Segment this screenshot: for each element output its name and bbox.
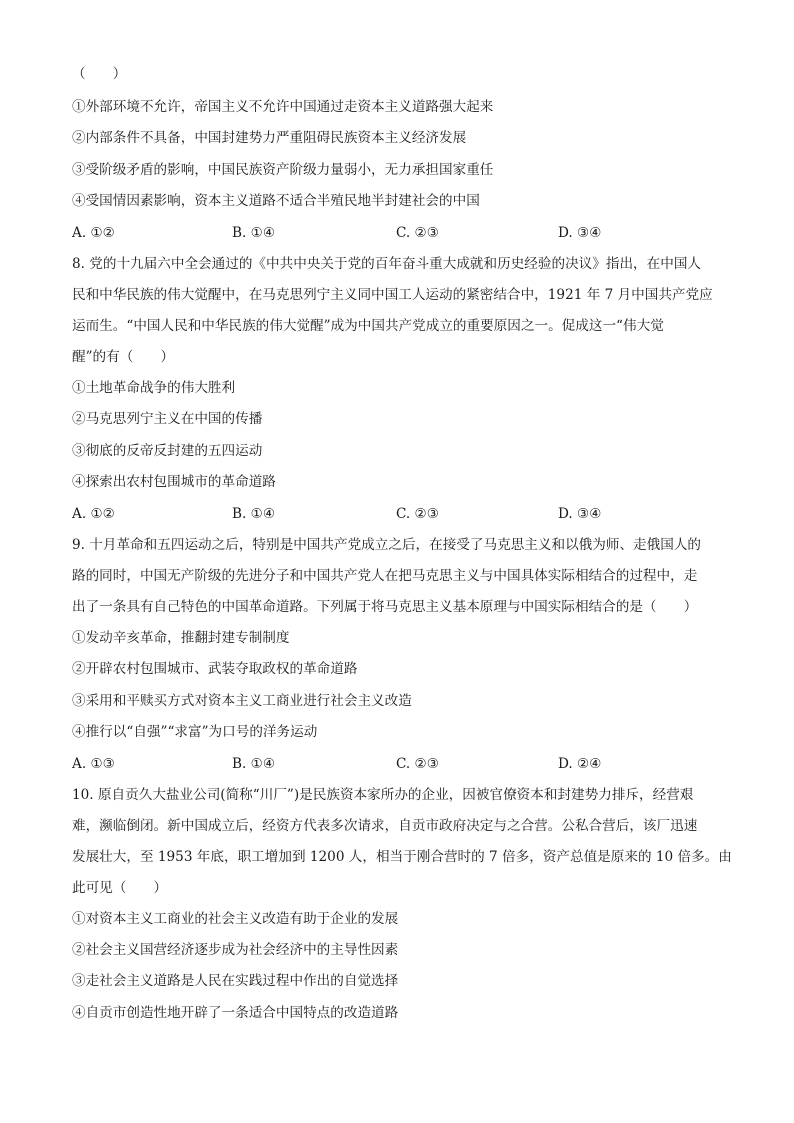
q9-option-a[interactable]: A. ①③ — [72, 756, 115, 772]
q8-item-3: ③彻底的反帝反封建的五四运动 — [72, 443, 263, 459]
q10-stem-2: 难，濒临倒闭。新中国成立后，经资方代表多次请求，自贡市政府决定与之合营。公私合营后，该厂迅速 — [72, 818, 698, 834]
q8-stem-1: 8. 党的十九届六中全会通过的《中共中央关于党的百年奋斗重大成就和历史经验的决议》指出，在中国人 — [72, 256, 702, 272]
q9-stem-3: 出了一条具有自己特色的中国革命道路。下列属于将马克思主义基本原理与中国实际相结合的是（ ） — [72, 599, 698, 615]
q10-stem-1: 10. 原自贡久大盐业公司(简称“川厂”)是民族资本家所办的企业，因被官僚资本和封建势力排斥，经营艰 — [72, 787, 694, 803]
q9-options — [72, 754, 732, 774]
q8-option-a[interactable]: A. ①② — [72, 506, 115, 522]
q9-item-2: ②开辟农村包围城市、武装夺取政权的革命道路 — [72, 661, 358, 677]
q9-option-b[interactable]: B. ①④ — [232, 756, 276, 772]
q8-item-1: ①土地革命战争的伟大胜利 — [72, 380, 236, 396]
q10-item-1: ①对资本主义工商业的社会主义改造有助于企业的发展 — [72, 911, 399, 927]
q10-item-3: ③走社会主义道路是人民在实践过程中作出的自觉选择 — [72, 973, 399, 989]
q9-stem-2: 路的同时，中国无产阶级的先进分子和中国共产党人在把马克思主义与中国具体实际相结合的过程中，走 — [72, 568, 698, 584]
q7-item-3: ③受阶级矛盾的影响，中国民族资产阶级力量弱小，无力承担国家重任 — [72, 162, 494, 178]
q9-stem-1: 9. 十月革命和五四运动之后，特别是中国共产党成立之后，在接受了马克思主义和以俄为师、走俄国人的 — [72, 537, 702, 553]
q8-stem-4: 醒”的有（ ） — [72, 349, 175, 365]
q7-item-1: ①外部环境不允许，帝国主义不允许中国通过走资本主义道路强大起来 — [72, 99, 494, 115]
q7-item-4: ④受国情因素影响，资本主义道路不适合半殖民地半封建社会的中国 — [72, 193, 480, 209]
q8-stem-2: 民和中华民族的伟大觉醒中，在马克思列宁主义同中国工人运动的紧密结合中，1921 年 7 月中国共产党应 — [72, 287, 713, 303]
q8-options — [72, 504, 732, 524]
q10-item-2: ②社会主义国营经济逐步成为社会经济中的主导性因素 — [72, 942, 399, 958]
q7-option-b[interactable]: B. ①④ — [232, 225, 276, 241]
q8-option-c[interactable]: C. ②③ — [396, 506, 439, 522]
q7-option-d[interactable]: D. ③④ — [558, 225, 602, 241]
q7-option-c[interactable]: C. ②③ — [396, 225, 439, 241]
q10-stem-4: 此可见（ ） — [72, 880, 168, 896]
q7-item-2: ②内部条件不具备，中国封建势力严重阻碍民族资本主义经济发展 — [72, 130, 467, 146]
q7-tail: （ ） — [72, 66, 127, 82]
q9-item-1: ①发动辛亥革命，推翻封建专制制度 — [72, 630, 290, 646]
q7-option-a[interactable]: A. ①② — [72, 225, 115, 241]
q9-item-3: ③采用和平赎买方式对资本主义工商业进行社会主义改造 — [72, 693, 412, 709]
q8-stem-3: 运而生。“中国人民和中华民族的伟大觉醒”成为中国共产党成立的重要原因之一。促成这一“伟大觉 — [72, 318, 664, 334]
q8-option-b[interactable]: B. ①④ — [232, 506, 276, 522]
q9-option-d[interactable]: D. ②④ — [558, 756, 602, 772]
q7-options — [72, 223, 732, 243]
q10-stem-3: 发展壮大，至 1953 年底，职工增加到 1200 人，相当于刚合营时的 7 倍多，资产总值是原来的 10 倍多。由 — [72, 849, 732, 865]
q8-item-4: ④探索出农村包围城市的革命道路 — [72, 474, 276, 490]
q9-option-c[interactable]: C. ②③ — [396, 756, 439, 772]
q8-option-d[interactable]: D. ③④ — [558, 506, 602, 522]
q10-item-4: ④自贡市创造性地开辟了一条适合中国特点的改造道路 — [72, 1005, 399, 1021]
q8-item-2: ②马克思列宁主义在中国的传播 — [72, 411, 263, 427]
q9-item-4: ④推行以“自强”“求富”为口号的洋务运动 — [72, 724, 318, 740]
